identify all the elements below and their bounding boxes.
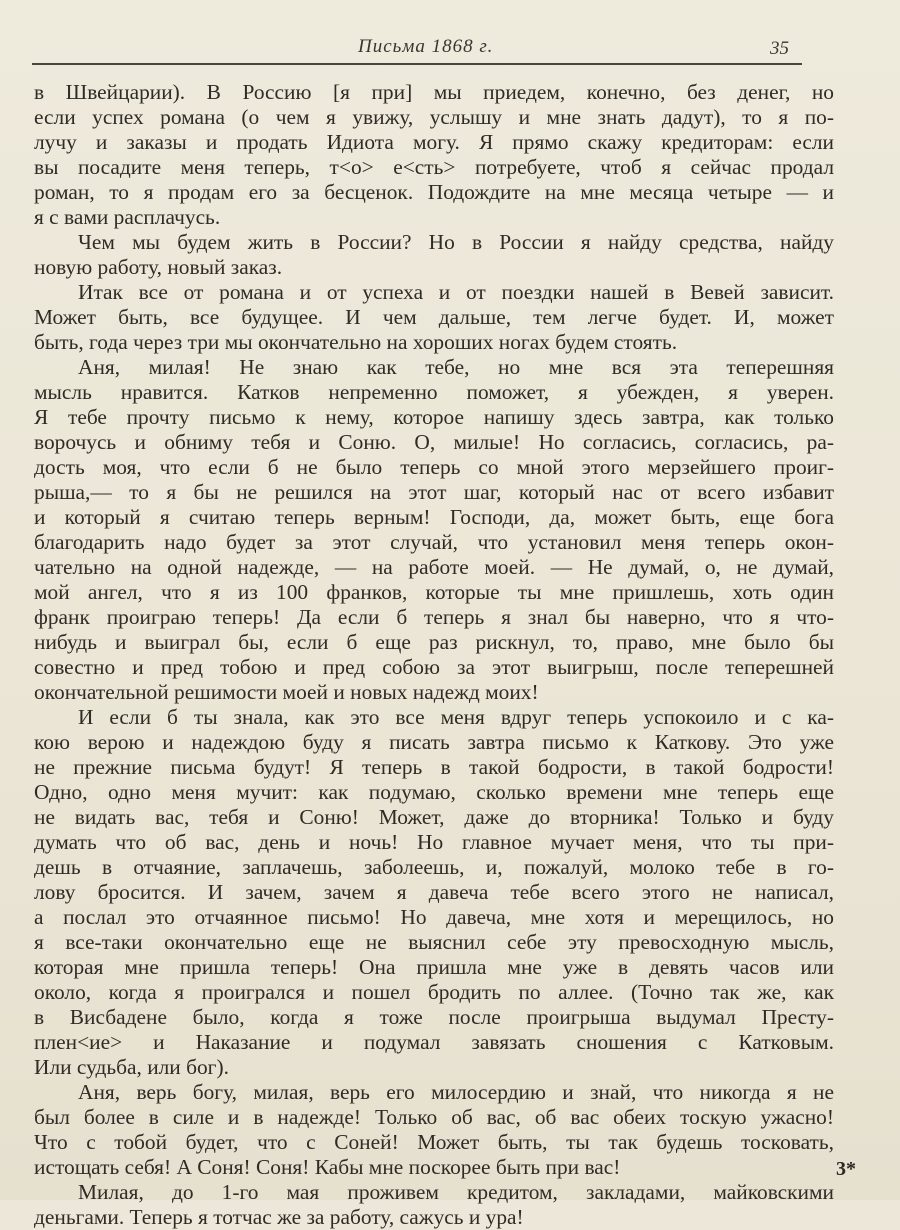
letter-text bbox=[34, 80, 834, 1230]
text-line: рыша,— то я бы не решился на этот шаг, который нас от всего избавит bbox=[34, 480, 834, 504]
text-line: Может быть, все будущее. И чем дальше, тем легче будет. И, может bbox=[34, 305, 834, 329]
text-line: я все-таки окончательно еще не выяснил себе эту превосходную мысль, bbox=[34, 930, 834, 954]
text-line: около, когда я проигрался и пошел бродить по аллее. (Точно так же, как bbox=[34, 980, 834, 1004]
text-line: лову бросится. И зачем, зачем я давеча тебе всего этого не написал, bbox=[34, 880, 834, 904]
page-number: 35 bbox=[770, 38, 789, 59]
text-line: И если б ты знала, как это все меня вдруг теперь успокоило и с ка- bbox=[78, 705, 834, 729]
text-line: думать что об вас, день и ночь! Но главное мучает меня, что ты при- bbox=[34, 830, 834, 854]
text-line: Одно, одно меня мучит: как подумаю, сколько времени мне теперь еще bbox=[34, 780, 834, 804]
text-line: и который я считаю теперь верным! Господи, да, может быть, еще бога bbox=[34, 505, 834, 529]
text-line: которая мне пришла теперь! Она пришла мне уже в девять часов или bbox=[34, 955, 834, 979]
text-line: благодарить надо будет за этот случай, что установил меня теперь окон- bbox=[34, 530, 834, 554]
text-line: окончательной решимости моей и новых надежд моих! bbox=[34, 680, 539, 704]
text-line: а послал это отчаянное письмо! Но давеча, мне хотя и мерещилось, но bbox=[34, 905, 834, 929]
text-line: в Висбадене было, когда я тоже после проигрыша выдумал Престу- bbox=[34, 1005, 834, 1029]
text-line: Итак все от романа и от успеха и от поездки нашей в Вевей зависит. bbox=[78, 280, 834, 304]
running-head-title: Письма 1868 г. bbox=[358, 36, 494, 57]
text-line: Что с тобой будет, что с Соней! Может быть, ты так будешь тосковать, bbox=[34, 1130, 834, 1154]
text-line: Милая, до 1-го мая проживем кредитом, закладами, майковскими bbox=[78, 1180, 834, 1204]
signature-mark: 3* bbox=[836, 1158, 856, 1180]
text-line: я с вами расплачусь. bbox=[34, 205, 221, 229]
header-rule bbox=[32, 63, 802, 65]
text-line: вы посадите меня теперь, т<о> е<сть> потребуете, чтоб я сейчас продал bbox=[34, 155, 834, 179]
text-line: истощать себя! А Соня! Соня! Кабы мне поскорее быть при вас! bbox=[34, 1155, 621, 1179]
text-line: чательно на одной надежде, — на работе моей. — Не думай, о, не думай, bbox=[34, 555, 834, 579]
text-line: не видать вас, тебя и Соню! Может, даже до вторника! Только и буду bbox=[34, 805, 834, 829]
text-line: деньгами. Теперь я тотчас же за работу, сажусь и ура! bbox=[34, 1205, 524, 1229]
text-line: Аня, верь богу, милая, верь его милосердию и знай, что никогда я не bbox=[78, 1080, 834, 1104]
text-line: Или судьба, или бог). bbox=[34, 1055, 229, 1079]
text-line: быть, года через три мы окончательно на хороших ногах будем стоять. bbox=[34, 330, 678, 354]
text-line: новую работу, новый заказ. bbox=[34, 255, 283, 279]
text-line: ворочусь и обниму тебя и Соню. О, милые! Но согласись, согласись, ра- bbox=[34, 430, 834, 454]
text-line: был более в силе и в надежде! Только об вас, об вас обеих тоскую ужасно! bbox=[34, 1105, 834, 1129]
text-line: дешь в отчаяние, заплачешь, заболеешь, и, пожалуй, молоко тебе в го- bbox=[34, 855, 834, 879]
text-line: совестно и пред тобою и пред собою за этот выигрыш, после теперешней bbox=[34, 655, 834, 679]
text-line: не прежние письма будут! Я теперь в такой бодрости, в такой бодрости! bbox=[34, 755, 834, 779]
text-line: лучу и заказы и продать Идиота могу. Я прямо скажу кредиторам: если bbox=[34, 130, 834, 154]
text-line: франк проиграю теперь! Да если б теперь я знал бы наверно, что я что- bbox=[34, 605, 834, 629]
text-line: в Швейцарии). В Россию [я при] мы приедем, конечно, без денег, но bbox=[34, 80, 834, 104]
text-line: Чем мы будем жить в России? Но в России я найду средства, найду bbox=[78, 230, 834, 254]
text-line: плен<ие> и Наказание и подумал завязать сношения с Катковым. bbox=[34, 1030, 834, 1054]
text-line: Аня, милая! Не знаю как тебе, но мне вся эта теперешняя bbox=[78, 355, 834, 379]
text-line: дость моя, что если б не было теперь со мной этого мерзейшего проиг- bbox=[34, 455, 834, 479]
text-line: Я тебе прочту письмо к нему, которое напишу здесь завтра, как только bbox=[34, 405, 834, 429]
text-line: нибудь и выиграл бы, если б еще раз рискнул, то, право, мне было бы bbox=[34, 630, 834, 654]
text-line: если успех романа (о чем я увижу, услышу и мне знать дадут), то я по- bbox=[34, 105, 834, 129]
text-line: мысль нравится. Катков непременно поможет, я убежден, я уверен. bbox=[34, 380, 834, 404]
text-line: мой ангел, что я из 100 франков, которые ты мне пришлешь, хоть один bbox=[34, 580, 834, 604]
text-line: кою верою и надеждою буду я писать завтра письмо к Каткову. Это уже bbox=[34, 730, 834, 754]
text-line: роман, то я продам его за бесценок. Подождите на мне месяца четыре — и bbox=[34, 180, 834, 204]
